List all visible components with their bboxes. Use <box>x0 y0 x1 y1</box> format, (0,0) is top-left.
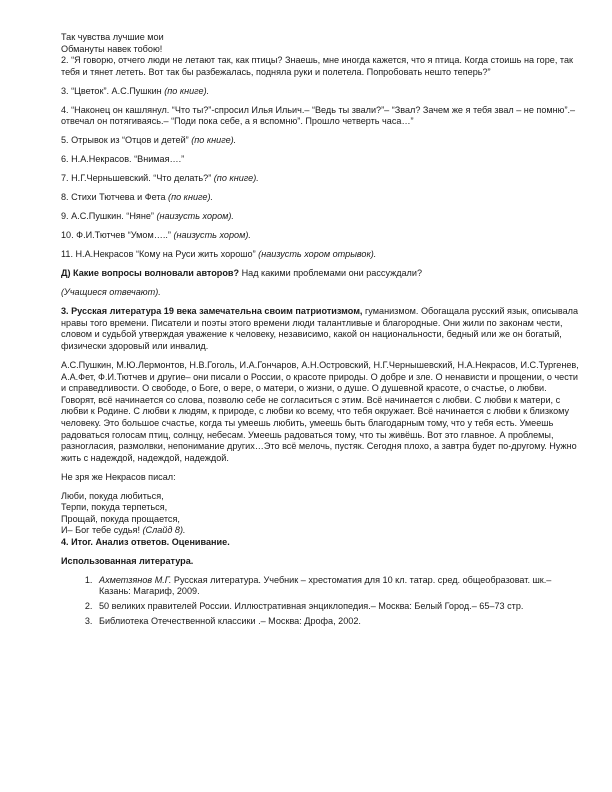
item-2: 2. “Я говорю, отчего люди не летают так, как птицы? Знаешь, мне иногда кажется, что я птица. Когда стоишь на горе, так тебя и тянет лететь. Вот так бы разбежалась, подняла руки и полетела. Попробовать нешто теперь?” <box>61 55 573 77</box>
reference-item-2 <box>95 601 583 613</box>
item-5 <box>61 135 583 147</box>
item-6: 6. Н.А.Некрасов. “Внимая….” <box>61 154 185 165</box>
intro-line-2: Обмануты навек тобою! <box>61 43 163 54</box>
students-answer: (Учащиеся отвечают). <box>61 287 161 298</box>
item-9-text: 9. А.С.Пушкин. “Няне” <box>61 211 157 222</box>
reference-2-text: 50 великих правителей России. Иллюстративная энциклопедия.– Москва: Белый Город.– 65–73 стр. <box>99 601 524 612</box>
item-11-note: (наизусть хором отрывок). <box>258 249 377 260</box>
item-7-note: (по книге). <box>213 173 259 184</box>
slide-note: (Слайд 8). <box>142 525 186 536</box>
item-8 <box>61 192 583 204</box>
reference-item-3 <box>95 616 583 628</box>
document-page <box>61 32 583 632</box>
intro-line-1: Так чувства лучшие мои <box>61 32 164 42</box>
poem-last-line: И– Бог тебе судья! <box>61 525 143 536</box>
section-4-heading <box>61 537 583 549</box>
item-10-note: (наизусть хором). <box>173 230 251 241</box>
references-heading-text: Использованная литература. <box>61 556 194 567</box>
authors-paragraph: А.С.Пушкин, М.Ю.Лермонтов, Н.В.Гоголь, И.А.Гончаров, А.Н.Островский, Н.Г.Чернышевский, Н.А.Некрасов, И.С.Тургенев, А.А.Фет, Ф.И.Тютчев и другие– они писали о России, о красоте природы. О добре и зле. О ненависти и прощении, о чести и справедливости. О свободе, о Боге, о вере, о матери, о жизни, о душе. О душевной красоте, о счастье, о любви. Говорят, всё начинается со слова, позволю себе не согласиться с этим. Всё начинается с любви. С любви к матери, с любви к Родине. С любви к людям, к природе, с любви ко всему, что тебя окружает. Всё начинается с любви к близкому человеку. Это большое счастье, когда ты умеешь любить, умеешь быть благодарным тому, что у тебя есть. Умеешь радоваться голосам птиц, солнцу, небесам. Умеешь радоваться тому, что ты живёшь. Вот это главное. А проблемы, разногласия, размолвки, непонимание других…Это всё мелочь, пустяк. Сегодня плохо, а завтра будет по-другому. Нужно жить с надеждой, надеждой, надеждой. <box>61 359 579 463</box>
question-d-bold: Д) Какие вопросы волновали авторов? <box>61 268 240 279</box>
item-5-note: (по книге). <box>191 135 237 146</box>
item-11-text: 11. Н.А.Некрасов “Кому на Руси жить хорошо” <box>61 249 259 260</box>
poem <box>61 491 583 537</box>
item-7 <box>61 173 583 185</box>
section-3-bold: 3. Русская литература 19 века замечательна своим патриотизмом, <box>61 306 363 317</box>
references-list <box>61 575 583 628</box>
reference-3-text: Библиотека Отечественной классики .– Москва: Дрофа, 2002. <box>99 616 361 627</box>
reference-1-author: Ахметзянов М.Г. <box>99 574 172 585</box>
item-11 <box>61 249 583 261</box>
item-7-text: 7. Н.Г.Черньшевский. “Что делать?” <box>61 173 214 184</box>
item-5-text: 5. Отрывок из “Отцов и детей” <box>61 135 192 146</box>
poem-line-2: Терпи, покуда терпеться, <box>61 502 168 513</box>
item-9-note: (наизусть хором). <box>156 211 234 222</box>
item-8-text: 8. Стихи Тютчева и Фета <box>61 192 169 203</box>
item-4: 4. “Наконец он кашлянул. “Что ты?”-спросил Илья Ильич.– “Ведь ты звали?”– “Звал? Зачем же я тебя звал – не помню”.– отвечал он потягиваясь.– “Поди пока себе, а я вспомню”. Прошло четверть часа…” <box>61 104 576 127</box>
item-3 <box>61 86 583 98</box>
item-9 <box>61 211 583 223</box>
question-d <box>61 268 583 280</box>
poem-line-1: Люби, покуда любиться, <box>61 490 164 501</box>
item-3-text: 3. “Цветок”. А.С.Пушкин <box>61 85 165 96</box>
section-3-rest: гуманизмом. Обогащала русский язык, описывала нравы того времени. Писатели и поэты этого времени люди талантливые и благородные. Они жили по законам чести, словом и судьбой утверждая уважение к человеку, независимо, какой он национальности, бедный или же он богатый, физически здоровый или инвалид. <box>61 306 579 351</box>
reference-item-1 <box>95 575 583 598</box>
item-10 <box>61 230 583 242</box>
item-10-text: 10. Ф.И.Тютчев “Умом…..” <box>61 230 174 241</box>
reference-1-text: Русская литература. Учебник – хрестоматия для 10 кл. татар. сред. общеобразоват. шк.– Казань: Магариф, 2009. <box>99 574 552 597</box>
poem-line-4 <box>61 525 583 537</box>
section-4-heading-text: 4. Итог. Анализ ответов. Оценивание. <box>61 537 230 548</box>
nekrasov-intro: Не зря же Некрасов писал: <box>61 471 176 482</box>
question-d-rest: Над какими проблемами они рассуждали? <box>239 268 423 279</box>
item-8-note: (по книге). <box>168 192 214 203</box>
section-3-paragraph <box>61 306 583 352</box>
poem-line-3: Прощай, покуда прощается, <box>61 513 180 524</box>
references-heading <box>61 556 583 568</box>
item-3-note: (по книге). <box>164 85 210 96</box>
